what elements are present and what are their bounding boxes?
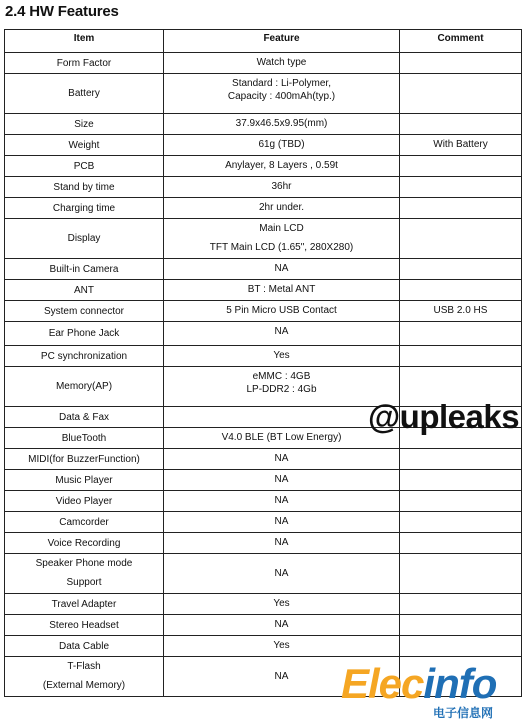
cell-feature-line: NA	[274, 619, 289, 630]
cell-feature	[164, 428, 400, 449]
table-row	[5, 219, 522, 259]
cell-item: Stand by time	[5, 177, 164, 198]
cell-feature-line: Yes	[273, 350, 290, 361]
cell-feature	[164, 322, 400, 346]
table-row	[5, 177, 522, 198]
cell-feature-line: NA	[274, 474, 289, 485]
table-row	[5, 594, 522, 615]
cell-comment	[400, 346, 522, 367]
table-row	[5, 322, 522, 346]
cell-comment	[400, 594, 522, 615]
table-body	[5, 53, 522, 697]
table-header-row	[5, 30, 522, 53]
cell-comment	[400, 219, 522, 259]
logo-wordmark	[341, 660, 496, 708]
table-row	[5, 280, 522, 301]
cell-item: Memory(AP)	[5, 367, 164, 407]
cell-feature-line: NA	[274, 671, 289, 682]
cell-feature-line: V4.0 BLE (BT Low Energy)	[221, 432, 342, 443]
cell-item: Stereo Headset	[5, 615, 164, 636]
cell-feature	[164, 280, 400, 301]
header-feature: Feature	[164, 30, 400, 53]
cell-comment	[400, 322, 522, 346]
cell-feature	[164, 615, 400, 636]
cell-feature	[164, 512, 400, 533]
table-row	[5, 470, 522, 491]
cell-feature	[164, 346, 400, 367]
header-comment: Comment	[400, 30, 522, 53]
cell-comment	[400, 554, 522, 594]
cell-feature	[164, 156, 400, 177]
watermark-text: @upleaks	[368, 398, 520, 435]
cell-comment: USB 2.0 HS	[400, 301, 522, 322]
table-row	[5, 301, 522, 322]
cell-comment	[400, 615, 522, 636]
table-row	[5, 636, 522, 657]
cell-feature-line: 61g (TBD)	[258, 139, 305, 150]
table-row	[5, 346, 522, 367]
table-row	[5, 74, 522, 114]
cell-feature	[164, 53, 400, 74]
cell-feature	[164, 554, 400, 594]
table-row	[5, 533, 522, 554]
cell-item: Travel Adapter	[5, 594, 164, 615]
logo-subtitle: 电子信息网	[433, 706, 494, 720]
header-item: Item	[5, 30, 164, 53]
cell-comment	[400, 636, 522, 657]
elecinfo-logo	[341, 660, 521, 720]
cell-item: Camcorder	[5, 512, 164, 533]
cell-item-line: Speaker Phone mode	[35, 558, 133, 569]
cell-item-line: Support	[66, 577, 102, 588]
cell-item: Form Factor	[5, 53, 164, 74]
table-row	[5, 114, 522, 135]
cell-feature	[164, 198, 400, 219]
cell-comment	[400, 74, 522, 114]
cell-feature-line: Capacity : 400mAh(typ.)	[227, 91, 336, 102]
cell-item: Data & Fax	[5, 407, 164, 428]
cell-feature-line: 2hr under.	[258, 202, 305, 213]
cell-comment	[400, 280, 522, 301]
cell-feature-line: NA	[274, 263, 289, 274]
cell-feature	[164, 177, 400, 198]
cell-feature	[164, 74, 400, 114]
cell-item: Video Player	[5, 491, 164, 512]
cell-item: Battery	[5, 74, 164, 114]
cell-feature-line: LP-DDR2 : 4Gb	[246, 384, 317, 395]
cell-feature	[164, 533, 400, 554]
cell-item: Voice Recording	[5, 533, 164, 554]
cell-feature	[164, 636, 400, 657]
cell-feature-line: 36hr	[271, 181, 292, 192]
cell-comment	[400, 114, 522, 135]
cell-item: PC synchronization	[5, 346, 164, 367]
table-row	[5, 512, 522, 533]
cell-comment	[400, 512, 522, 533]
cell-item: Display	[5, 219, 164, 259]
cell-item: MIDI(for BuzzerFunction)	[5, 449, 164, 470]
table-row	[5, 491, 522, 512]
cell-feature-line: NA	[274, 495, 289, 506]
cell-item: Music Player	[5, 470, 164, 491]
cell-comment	[400, 491, 522, 512]
cell-comment	[400, 259, 522, 280]
cell-item: Size	[5, 114, 164, 135]
cell-feature-line: 37.9x46.5x9.95(mm)	[235, 118, 328, 129]
cell-comment: With Battery	[400, 135, 522, 156]
cell-item	[5, 554, 164, 594]
cell-item: Built-in Camera	[5, 259, 164, 280]
cell-feature	[164, 259, 400, 280]
logo-part1: Elec	[341, 660, 424, 707]
cell-feature-line: Watch type	[256, 57, 307, 68]
cell-feature-line: NA	[274, 453, 289, 464]
table-row	[5, 198, 522, 219]
cell-item: System connector	[5, 301, 164, 322]
table-row	[5, 449, 522, 470]
table-row	[5, 615, 522, 636]
logo-part2: info	[423, 660, 497, 707]
cell-feature-line: NA	[274, 516, 289, 527]
cell-feature-line: BT : Metal ANT	[247, 284, 316, 295]
cell-comment	[400, 177, 522, 198]
hw-features-table	[4, 29, 522, 697]
table-row	[5, 135, 522, 156]
table-row	[5, 259, 522, 280]
cell-feature-line: Yes	[273, 598, 290, 609]
cell-feature	[164, 470, 400, 491]
cell-feature	[164, 219, 400, 259]
cell-item: PCB	[5, 156, 164, 177]
cell-feature-line: NA	[274, 568, 289, 579]
cell-feature-line: NA	[274, 537, 289, 548]
cell-feature-line: 5 Pin Micro USB Contact	[226, 305, 337, 316]
cell-item: BlueTooth	[5, 428, 164, 449]
cell-feature-line: Main LCD	[259, 223, 304, 234]
cell-feature	[164, 301, 400, 322]
cell-feature	[164, 135, 400, 156]
cell-feature-line: eMMC : 4GB	[252, 371, 311, 382]
table-row	[5, 156, 522, 177]
cell-item: Weight	[5, 135, 164, 156]
cell-item-line: (External Memory)	[42, 680, 126, 691]
cell-feature	[164, 407, 400, 428]
cell-item-line: T-Flash	[67, 661, 101, 672]
section-title: 2.4 HW Features	[5, 3, 119, 20]
cell-item: Charging time	[5, 198, 164, 219]
cell-feature-line: Standard : Li-Polymer,	[232, 78, 331, 89]
cell-feature-line: NA	[274, 326, 289, 337]
cell-item: Data Cable	[5, 636, 164, 657]
cell-comment	[400, 449, 522, 470]
table-row	[5, 53, 522, 74]
cell-feature	[164, 114, 400, 135]
cell-feature	[164, 491, 400, 512]
table-row	[5, 554, 522, 594]
cell-comment	[400, 156, 522, 177]
cell-feature	[164, 449, 400, 470]
cell-feature	[164, 594, 400, 615]
cell-item: ANT	[5, 280, 164, 301]
cell-feature	[164, 367, 400, 407]
cell-item	[5, 657, 164, 697]
cell-feature-line: Anylayer, 8 Layers , 0.59t	[225, 160, 338, 171]
cell-feature-line: TFT Main LCD (1.65", 280X280)	[209, 242, 354, 253]
cell-comment	[400, 470, 522, 491]
cell-item: Ear Phone Jack	[5, 322, 164, 346]
cell-comment	[400, 198, 522, 219]
cell-comment	[400, 533, 522, 554]
cell-comment	[400, 53, 522, 74]
cell-feature-line: Yes	[273, 640, 290, 651]
